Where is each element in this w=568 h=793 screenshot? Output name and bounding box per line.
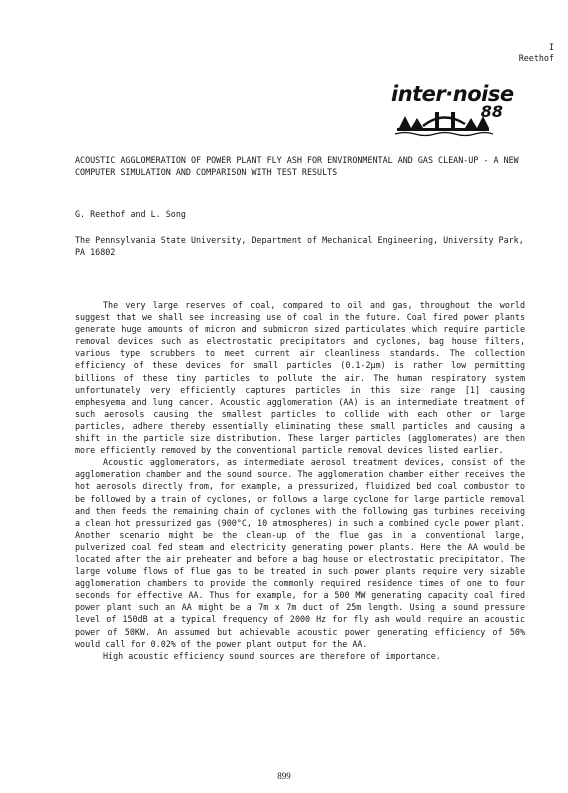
body-paragraph: Acoustic agglomerators, as intermediate aerosol treatment devices, consist of the agglomeration chamber and the sound source. The agglomeration chamber either receives the hot aerosols directly from, for example, a pressurized, fluidized bed coal combustor to be followed by a train of cyclones, or follows a large cyclone for large particle removal and then feeds the remaining chain of cyclones with the following gas turbines receiving a clean hot pressurized gas (900°C, 10 atmospheres) in such a combined cycle power plant. Another scenario might be the clean-up of the flue gas in a conventional large, pulverized coal fed steam and electricity generating power plants. Here the AA would be located after the air preheater and before a bag house or electrostatic precipitator. The large volume flows of flue gas to be treated in such power plants require very sizable agglomeration chambers to provide the commonly required residence times of one to four seconds for effective AA. Thus for example, for a 500 MW generating capacity coal fired power plant such an AA might be a 7m x 7m duct of 25m length. Using a sound pressure level of 150dB at a typical frequency of 2000 Hz for fly ash would require an acoustic power of 50KW. An assumed but achievable acoustic power generating efficiency of 50% would call for 0.02% of the power plant output for the AA.	[75, 457, 525, 649]
author-affiliation: The Pennsylvania State University, Department of Mechanical Engineering, University Park, PA 16802	[75, 235, 524, 257]
body-paragraph: The very large reserves of coal, compared to oil and gas, throughout the world suggest that we shall see increasing use of coal in the future. Coal fired power plants generate huge amounts of micron and submicron sized particulates which require particle removal devices such as electrostatic precipitators and cyclones, bag house filters, various type scrubbers to meet current air cleanliness standards. The collection efficiency of these devices for small particles (0.1-2µm) is rather low permitting billions of these tiny particles to pollute the air. The human respiratory system unfortunately very efficiently captures particles in this size range [1] causing emphesyema and lung cancer. Acoustic agglomeration (AA) is an intermediate treatment of such aerosols causing the smallest particles to collide with each other or large particles, adhere thereby essentially eliminating these small particles and causing a shift in the particle size distribution. These larger particles (agglomerates) are then more efficiently removed by the conventional particle removal devices listed earlier.	[75, 300, 525, 456]
body-paragraph: High acoustic efficiency sound sources are therefore of importance.	[103, 650, 441, 661]
paper-title: ACOUSTIC AGGLOMERATION OF POWER PLANT FLY ASH FOR ENVIRONMENTAL AND GAS CLEAN-UP - A NEW COMPUTER SIMULATION AND COMPARISON WITH TEST RESULTS	[75, 155, 519, 177]
corner-author-name: Reethof	[518, 53, 554, 63]
corner-header	[519, 42, 554, 64]
logo-bridge-graphic	[385, 82, 525, 142]
logo-word: inter·noise	[391, 82, 514, 106]
conference-logo	[385, 82, 525, 142]
paper-authors: G. Reethof and L. Song	[75, 209, 186, 219]
logo-number: 88	[480, 102, 503, 121]
body-text	[75, 299, 525, 662]
corner-mark: I	[548, 42, 554, 52]
page-number: 899	[277, 771, 291, 781]
